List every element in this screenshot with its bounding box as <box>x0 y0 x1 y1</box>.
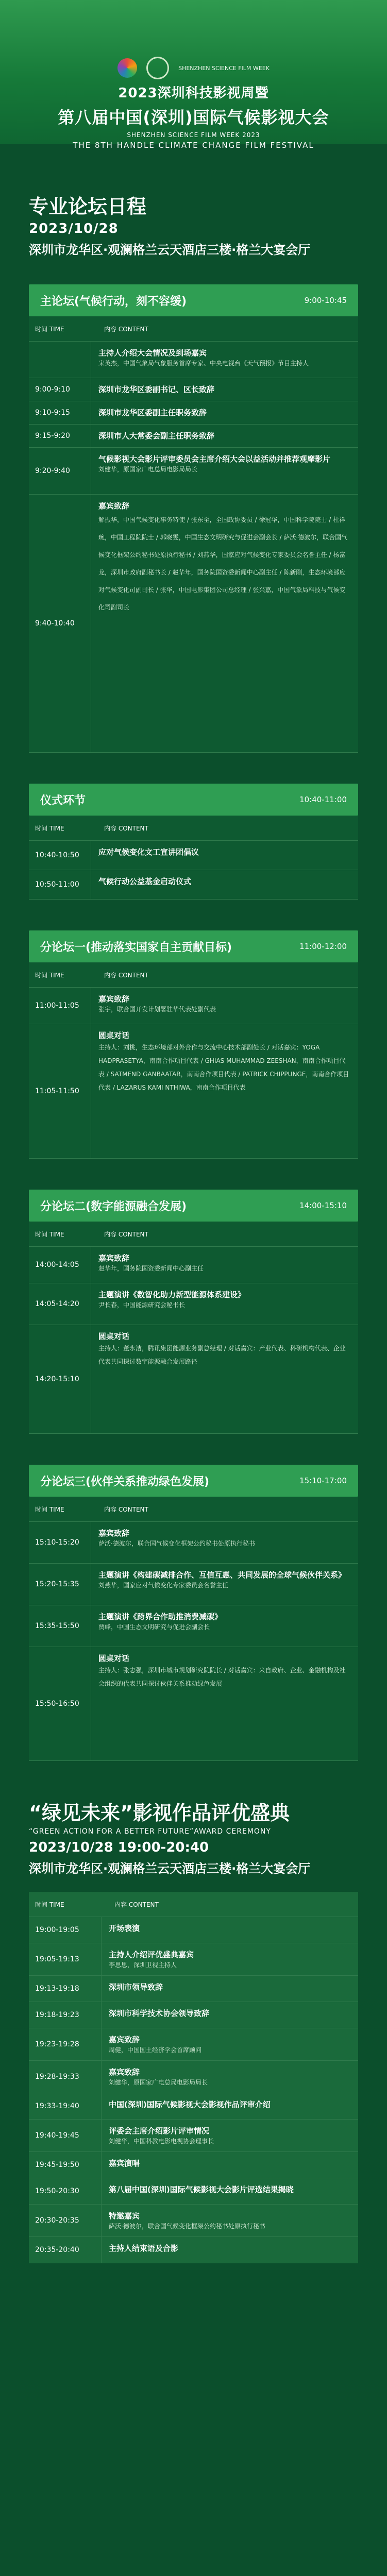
table-row <box>29 1024 358 1159</box>
row-detail: 刘健华，原国家广电总局电影局局长 <box>98 466 198 473</box>
row-time: 11:00-11:05 <box>35 1002 79 1010</box>
row-time: 19:33-19:40 <box>35 2102 79 2110</box>
table-row <box>29 1522 358 1564</box>
row-content <box>91 425 358 447</box>
row-content <box>101 2093 358 2119</box>
forum-heading <box>0 144 387 258</box>
col-content-header: 内容 CONTENT <box>104 1230 148 1238</box>
row-content <box>101 1976 358 2002</box>
hero-title-main: 第八届中国(深圳)国际气候影视大会 <box>58 108 329 127</box>
row-detail: 宋英杰，中国气象局气象服务首席专家、中央电视台《天气预报》节目主持人 <box>98 360 309 367</box>
row-title: 主持人结束语及合影 <box>109 2244 179 2253</box>
forum-venue: 深圳市龙华区·观澜格兰云天酒店三楼·格兰大宴会厅 <box>29 243 311 257</box>
row-time: 10:50-11:00 <box>35 880 79 889</box>
row-detail: 主持人：董永洁，腾讯集团能源业务副总经理 / 对话嘉宾：产业代表、科研机构代表、企业代表共同探讨数字能源融合发展路径 <box>98 1345 346 1365</box>
ceremony-bar <box>29 784 358 816</box>
row-title: 气候影视大会影片评审委员会主席介绍大会以益活动并推荐观摩影片 <box>98 454 331 464</box>
sub-forum-1-table <box>29 962 358 1159</box>
award-block <box>29 1892 358 2263</box>
row-content <box>91 1283 358 1325</box>
row-content <box>101 2237 358 2263</box>
row-time: 15:50-16:50 <box>35 1700 79 1708</box>
row-title: 主题演讲《跨界合作助推消费减碳》 <box>98 1612 223 1621</box>
sub-forum-3-table <box>29 1497 358 1761</box>
row-time: 19:00-19:05 <box>35 1926 79 1934</box>
row-title: 嘉宾致辞 <box>98 1529 130 1538</box>
ceremony-table <box>29 816 358 900</box>
row-time: 19:50-20:30 <box>35 2187 79 2195</box>
table-row <box>29 1943 358 1976</box>
row-content <box>101 2205 358 2236</box>
row-time: 19:18-19:23 <box>35 2011 79 2019</box>
row-title: 评委会主席介绍影片评审情况 <box>109 2126 210 2136</box>
row-title: 圆桌对话 <box>98 1332 130 1341</box>
row-content <box>101 2061 358 2093</box>
row-detail: 周健，中国国土经济学会首席顾问 <box>109 2046 202 2054</box>
row-detail: 萨沃·德波尔，联合国气候变化框架公约秘书处原执行秘书 <box>98 1540 255 1547</box>
award-heading <box>0 1761 387 1876</box>
col-content-header: 内容 CONTENT <box>104 1505 148 1513</box>
logo-caption: SHENZHEN SCIENCE FILM WEEK <box>178 64 270 72</box>
table-header <box>29 1222 358 1247</box>
col-time-header: 时间 TIME <box>35 325 64 333</box>
row-title: 深圳市领导致辞 <box>109 1982 163 1992</box>
row-title: 嘉宾致辞 <box>98 501 130 511</box>
row-time: 14:05-14:20 <box>35 1300 79 1308</box>
table-row <box>29 2061 358 2093</box>
row-title: 嘉宾致辞 <box>98 994 130 1004</box>
row-time: 19:45-19:50 <box>35 2161 79 2169</box>
row-title: 主题演讲《数智化助力新型能源体系建设》 <box>98 1290 246 1299</box>
row-time: 9:15-9:20 <box>35 432 70 440</box>
main-forum-bar <box>29 284 358 316</box>
table-row <box>29 2205 358 2237</box>
row-title: 主题演讲《构建碳减排合作、互信互惠、共同发展的全球气候伙伴关系》 <box>98 1570 346 1580</box>
row-title: 中国(深圳)国际气候影视大会影视作品评审介绍 <box>109 2100 271 2109</box>
sub-forum-1-block <box>29 930 358 1159</box>
table-row <box>29 342 358 378</box>
col-time-header: 时间 TIME <box>35 1230 64 1238</box>
row-content <box>91 1605 358 1647</box>
logo-row <box>0 0 387 79</box>
row-time: 10:40-10:50 <box>35 851 79 859</box>
hero-subtitle-en: SHENZHEN SCIENCE FILM WEEK 2023 <box>127 131 260 139</box>
table-row <box>29 2093 358 2120</box>
main-forum-block <box>29 284 358 753</box>
table-row <box>29 2152 358 2178</box>
row-time: 19:40-19:45 <box>35 2131 79 2140</box>
row-time: 15:10-15:20 <box>35 1538 79 1547</box>
row-time: 9:10-9:15 <box>35 409 70 417</box>
row-detail: 解振华，中国气候变化事务特使 / 张东至，全国政协委员 / 徐冠华，中国科学院院士 / 杜祥琬，中国工程院院士 / 郭晓雯，中国生态文明研究与促进会副会长 / 萨沃·德波尔，联合国气候变化框架公约秘书处原执行秘书 / 刘燕华，国家应对气候变化专家委员会名誉主任 / 杨富龙，深圳市政府副秘书长 / 赵华年，国务院国资委新闻中心副主任 / 陈新刚，生态环境部应对气候变化司副司长 / 张华，中国电影集团公司总经理 / 张兴嘉，中国气象局科技与气候变化司副司长 <box>98 516 348 611</box>
col-content-header: 内容 CONTENT <box>104 824 148 832</box>
table-row <box>29 2028 358 2061</box>
row-title: 主持人介绍大会情况及到场嘉宾 <box>98 348 207 358</box>
row-content <box>101 1943 358 1975</box>
row-title: 主持人介绍评优盛典嘉宾 <box>109 1950 194 1959</box>
ceremony-name: 仪式环节 <box>40 794 86 807</box>
ceremony-time: 10:40-11:00 <box>299 795 347 804</box>
row-title: 深圳市龙华区委副书记、区长致辞 <box>98 385 215 394</box>
hero-title-top: 2023深圳科技影视周暨 <box>118 86 269 101</box>
row-content <box>91 1325 358 1433</box>
row-content <box>101 2028 358 2060</box>
row-time: 20:35-20:40 <box>35 2246 79 2254</box>
sub-forum-2-time: 14:00-15:10 <box>299 1201 347 1210</box>
row-time: 19:13-19:18 <box>35 1985 79 1993</box>
table-header <box>29 316 358 342</box>
row-title: 圆桌对话 <box>98 1654 130 1663</box>
row-content <box>101 2002 358 2028</box>
sub-forum-2-bar <box>29 1190 358 1222</box>
table-row <box>29 1917 358 1943</box>
row-title: 嘉宾演唱 <box>109 2159 140 2168</box>
award-date-time: 2023/10/28 19:00-20:40 <box>29 1840 209 1855</box>
row-detail: 萨沃·德波尔，联合国气候变化框架公约秘书处原执行秘书 <box>109 2223 265 2230</box>
table-row <box>29 495 358 753</box>
award-title-en: “GREEN ACTION FOR A BETTER FUTURE”AWARD CEREMONY <box>29 1827 271 1836</box>
row-time: 19:23-19:28 <box>35 2040 79 2048</box>
sub-forum-2-name: 分论坛二(数字能源融合发展) <box>40 1200 187 1213</box>
row-title: 特邀嘉宾 <box>109 2211 140 2221</box>
sub-forum-2-block <box>29 1190 358 1434</box>
col-time-header: 时间 TIME <box>35 1901 64 1908</box>
row-content <box>91 1247 358 1283</box>
row-content <box>91 448 358 494</box>
table-header <box>29 962 358 988</box>
row-title: 开场表演 <box>109 1924 140 1933</box>
table-row <box>29 841 358 870</box>
table-row <box>29 2120 358 2152</box>
table-header <box>29 1892 358 1917</box>
row-time: 15:20-15:35 <box>35 1580 79 1588</box>
row-title: 圆桌对话 <box>98 1031 130 1040</box>
row-time: 11:05-11:50 <box>35 1087 79 1095</box>
row-title: 嘉宾致辞 <box>109 2035 140 2044</box>
row-time: 9:40-10:40 <box>35 619 75 628</box>
row-detail: 刘健华，中国科教电影电视协会理事长 <box>109 2138 214 2145</box>
table-row <box>29 1325 358 1434</box>
row-detail: 张宇，联合国开发计划署驻华代表处副代表 <box>98 1006 216 1013</box>
sub-forum-1-bar <box>29 930 358 962</box>
row-detail: 李思思，深圳卫视主持人 <box>109 1961 177 1969</box>
row-content <box>91 495 358 752</box>
col-content-header: 内容 CONTENT <box>104 971 148 979</box>
row-time: 14:00-14:05 <box>35 1261 79 1269</box>
award-title: “绿见未来”影视作品评优盛典 <box>29 1802 290 1824</box>
table-row <box>29 1605 358 1647</box>
sub-forum-1-name: 分论坛一(推动落实国家自主贡献目标) <box>40 941 232 954</box>
table-row <box>29 1976 358 2002</box>
table-row <box>29 401 358 425</box>
film-week-logo-icon <box>117 58 137 78</box>
row-title: 应对气候变化文工宣讲团倡议 <box>98 848 199 857</box>
row-title: 第八届中国(深圳)国际气候影视大会影片评选结果揭晓 <box>109 2185 294 2194</box>
table-row <box>29 1247 358 1283</box>
forum-date: 2023/10/28 <box>29 221 119 236</box>
row-detail: 主持人：刘桃，生态环境部对外合作与交流中心技术部副处长 / 对话嘉宾：YOGA HADPRASETYA，南南合作项目代表 / GHIAS MUHAMMAD ZEESHAN，南南合作项目代表 / SATMEND GANBAATAR，南南合作项目代表 / PATRICK CHIPPUNGE，南南合作项目代表 / LAZARUS KAMI NTHIWA，南南合作项目代表 <box>98 1044 349 1091</box>
main-forum-time: 9:00-10:45 <box>304 296 347 305</box>
hero-subtitle-en2: THE 8TH HANDLE CLIMATE CHANGE FILM FESTIVAL <box>73 141 314 150</box>
row-time: 9:00-9:10 <box>35 385 70 394</box>
row-content <box>101 2120 358 2151</box>
row-content <box>91 988 358 1024</box>
row-content <box>91 870 358 899</box>
row-content <box>91 1647 358 1760</box>
table-header <box>29 816 358 841</box>
row-title: 嘉宾致辞 <box>109 2067 140 2077</box>
row-title: 深圳市科学技术协会领导致辞 <box>109 2009 210 2018</box>
row-time: 20:30-20:35 <box>35 2216 79 2225</box>
row-content <box>91 1564 358 1605</box>
row-title: 气候行动公益基金启动仪式 <box>98 877 192 886</box>
row-content <box>101 2178 358 2204</box>
table-row <box>29 2178 358 2205</box>
ceremony-block <box>29 784 358 900</box>
table-header <box>29 1497 358 1522</box>
table-row <box>29 2237 358 2263</box>
climate-leaf-logo-icon <box>146 57 169 79</box>
col-time-header: 时间 TIME <box>35 824 64 832</box>
row-time <box>29 342 91 378</box>
main-forum-name: 主论坛(气候行动，刻不容缓) <box>40 295 187 308</box>
row-title: 深圳市人大常委会副主任职务致辞 <box>98 431 215 440</box>
row-time: 15:35-15:50 <box>35 1622 79 1630</box>
hero-banner <box>0 0 387 150</box>
row-content <box>101 2152 358 2178</box>
row-content <box>91 1522 358 1563</box>
table-row <box>29 1647 358 1761</box>
table-row <box>29 1283 358 1325</box>
table-row <box>29 448 358 495</box>
sub-forum-3-time: 15:10-17:00 <box>299 1476 347 1485</box>
row-detail: 刘燕华，国家应对气候变化专家委员会名誉主任 <box>98 1582 229 1589</box>
row-content <box>91 401 358 424</box>
row-content <box>91 1024 358 1158</box>
col-time-header: 时间 TIME <box>35 971 64 979</box>
table-row <box>29 1564 358 1605</box>
row-detail: 赵华年，国务院国资委新闻中心副主任 <box>98 1265 204 1272</box>
row-detail: 主持人：张志强，深圳市城市规划研究院院长 / 对话嘉宾：来自政府、企业、金融机构及社会组织的代表共同探讨伙伴关系推动绿色发展 <box>98 1667 346 1687</box>
award-venue: 深圳市龙华区·观澜格兰云天酒店三楼·格兰大宴会厅 <box>29 1861 311 1876</box>
row-detail: 刘健华，原国家广电总局电影局局长 <box>109 2079 208 2086</box>
main-forum-table <box>29 316 358 753</box>
table-row <box>29 988 358 1024</box>
row-title: 嘉宾致辞 <box>98 1253 130 1263</box>
col-content-header: 内容 CONTENT <box>114 1901 159 1908</box>
row-content <box>91 841 358 870</box>
row-time: 19:05-19:13 <box>35 1955 79 1963</box>
row-time: 19:28-19:33 <box>35 2073 79 2081</box>
table-row <box>29 425 358 448</box>
row-content <box>91 342 358 378</box>
sub-forum-3-block <box>29 1465 358 1761</box>
row-content <box>91 378 358 401</box>
table-row <box>29 2002 358 2028</box>
sub-forum-1-time: 11:00-12:00 <box>299 942 347 951</box>
row-time: 14:20-15:10 <box>35 1375 79 1383</box>
col-time-header: 时间 TIME <box>35 1505 64 1513</box>
row-time: 9:20-9:40 <box>35 467 70 475</box>
forum-title: 专业论坛日程 <box>29 195 147 218</box>
row-title: 深圳市龙华区委副主任职务致辞 <box>98 408 207 417</box>
sub-forum-3-name: 分论坛三(伙伴关系推动绿色发展) <box>40 1475 210 1488</box>
award-table <box>29 1892 358 2263</box>
table-row <box>29 870 358 900</box>
col-content-header: 内容 CONTENT <box>104 325 148 333</box>
row-detail: 尹长春，中国能源研究会秘书长 <box>98 1301 186 1309</box>
sub-forum-2-table <box>29 1222 358 1434</box>
sub-forum-3-bar <box>29 1465 358 1497</box>
row-content <box>101 1917 358 1943</box>
table-row <box>29 378 358 401</box>
row-detail: 贾峰，中国生态文明研究与促进会副会长 <box>98 1623 210 1631</box>
